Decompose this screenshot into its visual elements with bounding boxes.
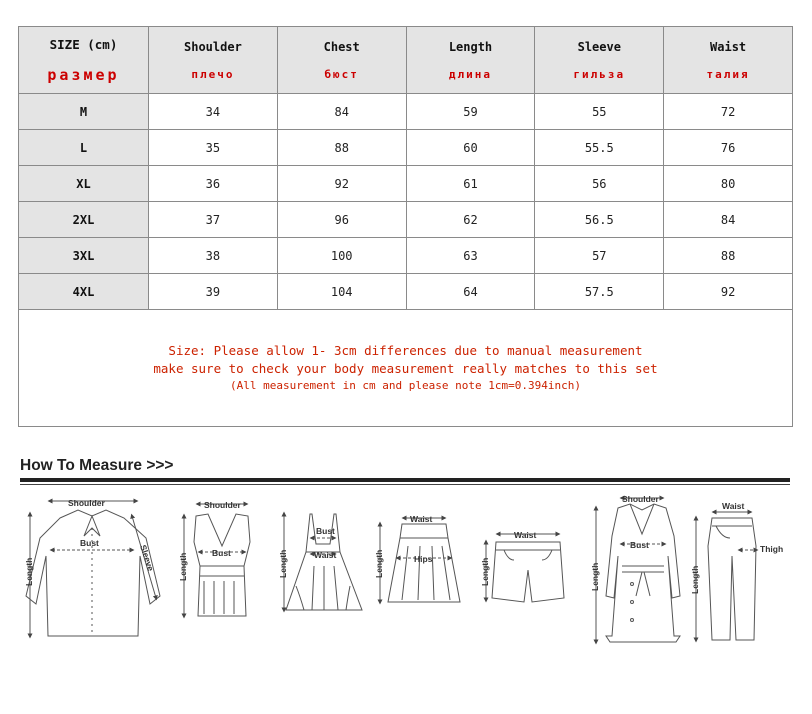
value-cell: 57 <box>535 238 664 274</box>
waist-label: Waist <box>410 514 433 524</box>
size-cell: XL <box>19 166 149 202</box>
length-label: Length <box>590 562 600 591</box>
note-line-1: Size: Please allow 1- 3cm differences due to manual measurement <box>168 343 643 358</box>
value-cell: 56 <box>535 166 664 202</box>
note-row <box>19 310 793 427</box>
how-to-measure-title: How To Measure >>> <box>20 457 174 474</box>
value-cell: 96 <box>277 202 406 238</box>
header-label-ru: длина <box>448 67 493 81</box>
coat-icon <box>596 498 680 642</box>
value-cell: 59 <box>406 94 535 130</box>
length-label: Length <box>24 557 34 586</box>
header-waist <box>664 27 793 94</box>
section-divider-thin <box>20 484 790 485</box>
value-cell: 55.5 <box>535 130 664 166</box>
value-cell: 37 <box>149 202 278 238</box>
value-cell: 61 <box>406 166 535 202</box>
blouse-icon <box>26 501 160 636</box>
header-label: Chest <box>323 39 360 54</box>
table-row <box>19 130 793 166</box>
shoulder-label: Shoulder <box>204 500 241 510</box>
hips-label: Hips <box>414 554 433 564</box>
value-cell: 88 <box>664 238 793 274</box>
value-cell: 76 <box>664 130 793 166</box>
value-cell: 64 <box>406 274 535 310</box>
value-cell: 104 <box>277 274 406 310</box>
sleeveless-top-icon <box>184 504 250 616</box>
header-size <box>19 27 149 94</box>
trousers-icon <box>696 512 756 640</box>
header-row <box>19 27 793 94</box>
size-cell: M <box>19 94 149 130</box>
value-cell: 35 <box>149 130 278 166</box>
thigh-label: Thigh <box>760 544 784 554</box>
table-row <box>19 166 793 202</box>
note-line-2: make sure to check your body measurement really matches to this set <box>153 361 658 376</box>
header-label: Length <box>448 39 493 54</box>
shoulder-label: Shoulder <box>622 494 659 504</box>
value-cell: 34 <box>149 94 278 130</box>
table-row <box>19 94 793 130</box>
value-cell: 92 <box>277 166 406 202</box>
garment-illustrations <box>0 486 812 714</box>
value-cell: 72 <box>664 94 793 130</box>
section-divider <box>20 478 790 482</box>
shoulder-label: Shoulder <box>68 498 105 508</box>
bust-label: Bust <box>212 548 231 558</box>
shorts-icon <box>486 534 564 602</box>
length-label: Length <box>690 565 700 594</box>
bust-label: Bust <box>316 526 335 536</box>
size-cell: 4XL <box>19 274 149 310</box>
value-cell: 55 <box>535 94 664 130</box>
value-cell: 62 <box>406 202 535 238</box>
table-row <box>19 274 793 310</box>
value-cell: 38 <box>149 238 278 274</box>
waist-label: Waist <box>514 530 537 540</box>
value-cell: 57.5 <box>535 274 664 310</box>
length-label: Length <box>178 552 188 581</box>
size-cell: 3XL <box>19 238 149 274</box>
waist-label: Waist <box>722 501 745 511</box>
header-size-label: SIZE (cm) <box>49 36 118 52</box>
size-cell: 2XL <box>19 202 149 238</box>
value-cell: 84 <box>664 202 793 238</box>
bust-label: Bust <box>80 538 99 548</box>
bust-label: Bust <box>630 540 649 550</box>
header-label-ru: плечо <box>191 67 235 81</box>
size-table <box>18 26 793 427</box>
value-cell: 100 <box>277 238 406 274</box>
measurement-note <box>19 310 793 427</box>
header-label: Shoulder <box>184 39 242 54</box>
length-label: Length <box>480 557 490 586</box>
header-label: Waist <box>710 39 747 54</box>
header-chest <box>277 27 406 94</box>
length-label: Length <box>374 549 384 578</box>
header-label-ru: гильза <box>573 67 626 81</box>
value-cell: 56.5 <box>535 202 664 238</box>
header-label: Sleeve <box>577 39 621 54</box>
header-size-label-ru: размер <box>47 65 120 84</box>
header-label-ru: талия <box>706 67 750 81</box>
value-cell: 39 <box>149 274 278 310</box>
header-length <box>406 27 535 94</box>
value-cell: 36 <box>149 166 278 202</box>
waist-label: Waist <box>314 550 337 560</box>
sleeve-label: Sleeve <box>138 543 156 573</box>
value-cell: 92 <box>664 274 793 310</box>
header-label-ru: бюст <box>324 67 359 81</box>
value-cell: 88 <box>277 130 406 166</box>
table-row <box>19 202 793 238</box>
length-label: Length <box>278 549 288 578</box>
value-cell: 60 <box>406 130 535 166</box>
value-cell: 84 <box>277 94 406 130</box>
header-shoulder <box>149 27 278 94</box>
size-cell: L <box>19 130 149 166</box>
header-sleeve <box>535 27 664 94</box>
table-row <box>19 238 793 274</box>
value-cell: 80 <box>664 166 793 202</box>
note-line-3: (All measurement in cm and please note 1cm=0.394inch) <box>229 379 581 392</box>
value-cell: 63 <box>406 238 535 274</box>
